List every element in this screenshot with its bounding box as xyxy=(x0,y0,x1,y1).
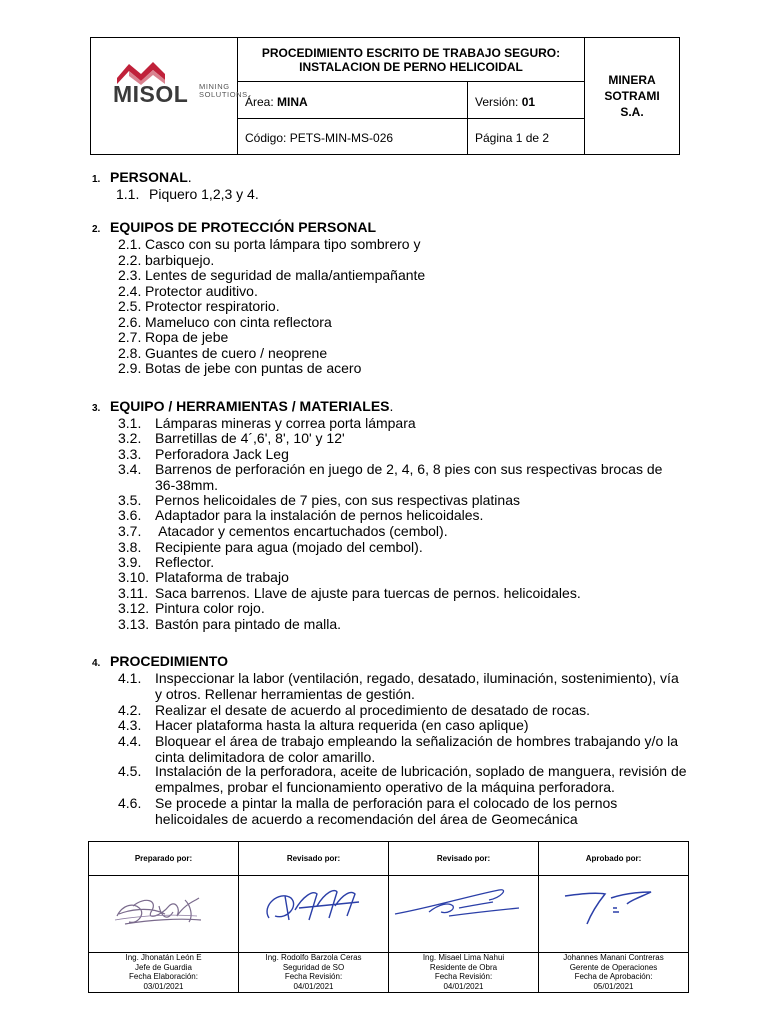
list-item: 3.10. Plataforma de trabajo xyxy=(118,569,289,585)
signature-role: Revisado por: xyxy=(389,842,538,876)
signatory-info: Ing. Rodolfo Barzola Ceras Seguridad de SO Fecha Revisión: 04/01/2021 xyxy=(265,953,362,991)
list-item: 2.4. Protector auditivo. xyxy=(118,283,258,299)
section-heading: 4. PROCEDIMIENTO xyxy=(92,653,228,669)
handwritten-signature-icon xyxy=(539,876,688,953)
list-item: 3.4. Barrenos de perforación en juego de 2, 4, 6, 8 pies con sus respectivas brocas de 36-38mm. xyxy=(118,461,663,493)
version-field: Versión: 01 xyxy=(468,82,585,119)
list-item: 3.12. Pintura color rojo. xyxy=(118,600,265,616)
section-heading: 2. EQUIPOS DE PROTECCIÓN PERSONAL xyxy=(92,219,377,235)
section-heading: 3. EQUIPO / HERRAMIENTAS / MATERIALES. xyxy=(92,398,394,414)
signature-block-reviewed-1 xyxy=(239,842,389,992)
list-item: 2.5. Protector respiratorio. xyxy=(118,298,280,314)
list-item: 3.2. Barretillas de 4´,6', 8', 10' y 12' xyxy=(118,430,345,446)
page-number: Página 1 de 2 xyxy=(468,119,585,154)
list-item: 3.6. Adaptador para la instalación de pernos helicoidales. xyxy=(118,507,484,523)
list-item: 2.3. Lentes de seguridad de malla/antiempañante xyxy=(118,267,426,283)
list-item: 2.6. Mameluco con cinta reflectora xyxy=(118,314,332,330)
signatory-info: Ing. Jhonatán León E Jefe de Guardia Fecha Elaboración: 03/01/2021 xyxy=(125,953,202,991)
list-item: 4.6. Se procede a pintar la malla de perforación para el colocado de los pernos helicoidales de acuerdo a recomendación del área de Geomecánica xyxy=(118,795,618,827)
list-item: 1.1. Piquero 1,2,3 y 4. xyxy=(116,186,259,202)
list-item: 3.1. Lámparas mineras y correa porta lámpara xyxy=(118,415,416,431)
signature-role: Aprobado por: xyxy=(539,842,688,876)
list-item: 3.8. Recipiente para agua (mojado del cembol). xyxy=(118,539,423,555)
document-header xyxy=(90,37,680,155)
document-title: PROCEDIMIENTO ESCRITO DE TRABAJO SEGURO: INSTALACION DE PERNO HELICOIDAL xyxy=(238,38,585,82)
list-item: 2.2. barbiquejo. xyxy=(118,252,215,268)
list-item: 4.4. Bloquear el área de trabajo empleando la señalización de hombres trabajando y/o la cinta delimitadora de color amarillo. xyxy=(118,733,679,765)
signature-image xyxy=(239,876,388,953)
code-field: Código: PETS-MIN-MS-026 xyxy=(238,119,468,154)
signatory-info: Ing. Misael Lima Nahui Residente de Obra Fecha Revisión: 04/01/2021 xyxy=(422,953,505,991)
handwritten-signature-icon xyxy=(89,876,239,953)
logo-cell xyxy=(91,38,248,154)
list-item: 3.9. Reflector. xyxy=(118,554,215,570)
signature-block-prepared xyxy=(89,842,239,992)
signature-block-reviewed-2 xyxy=(389,842,539,992)
list-item: 4.3. Hacer plataforma hasta la altura requerida (en caso aplique) xyxy=(118,717,529,733)
signature-image xyxy=(89,876,238,953)
signature-role: Revisado por: xyxy=(239,842,388,876)
list-item: 3.5. Pernos helicoidales de 7 pies, con sus respectivas platinas xyxy=(118,492,520,508)
list-item: 4.1. Inspeccionar la labor (ventilación, regado, desatado, iluminación, sostenimiento), vía y otros. Rellenar herramientas de gestión. xyxy=(118,670,679,702)
list-item: 3.11. Saca barrenos. Llave de ajuste para tuercas de pernos. helicoidales. xyxy=(118,585,581,601)
logo-wordmark: MISOL xyxy=(113,81,189,107)
signature-role: Preparado por: xyxy=(89,842,238,876)
list-item: 2.8. Guantes de cuero / neoprene xyxy=(118,345,328,361)
signature-block-approved xyxy=(539,842,688,992)
area-field: Área: MINA xyxy=(238,82,468,119)
signature-image xyxy=(389,876,538,953)
section-heading: 1. PERSONAL. xyxy=(92,169,192,185)
logo-subtitle: MINING SOLUTIONS xyxy=(199,82,248,99)
list-item: 4.5. Instalación de la perforadora, aceite de lubricación, soplado de manguera, revisión de empalmes, probar el funcionamiento operativo de la máquina perforadora. xyxy=(118,763,687,795)
company-name: MINERA SOTRAMI S.A. xyxy=(604,73,660,119)
handwritten-signature-icon xyxy=(239,876,389,953)
list-item: 3.7. Atacador y cementos encartuchados (cembol). xyxy=(118,523,448,539)
list-item: 2.1. Casco con su porta lámpara tipo sombrero y xyxy=(118,236,421,252)
list-item: 3.13. Bastón para pintado de malla. xyxy=(118,616,342,632)
handwritten-signature-icon xyxy=(389,876,539,953)
list-item: 2.9. Botas de jebe con puntas de acero xyxy=(118,360,362,376)
signature-table xyxy=(88,841,689,993)
list-item: 3.3. Perforadora Jack Leg xyxy=(118,446,289,462)
list-item: 2.7. Ropa de jebe xyxy=(118,329,229,345)
list-item: 4.2. Realizar el desate de acuerdo al procedimiento de desatado de rocas. xyxy=(118,702,591,718)
signature-image xyxy=(539,876,688,953)
signatory-info: Johannes Manani Contreras Gerente de Operaciones Fecha de Aprobación: 05/01/2021 xyxy=(563,953,664,991)
